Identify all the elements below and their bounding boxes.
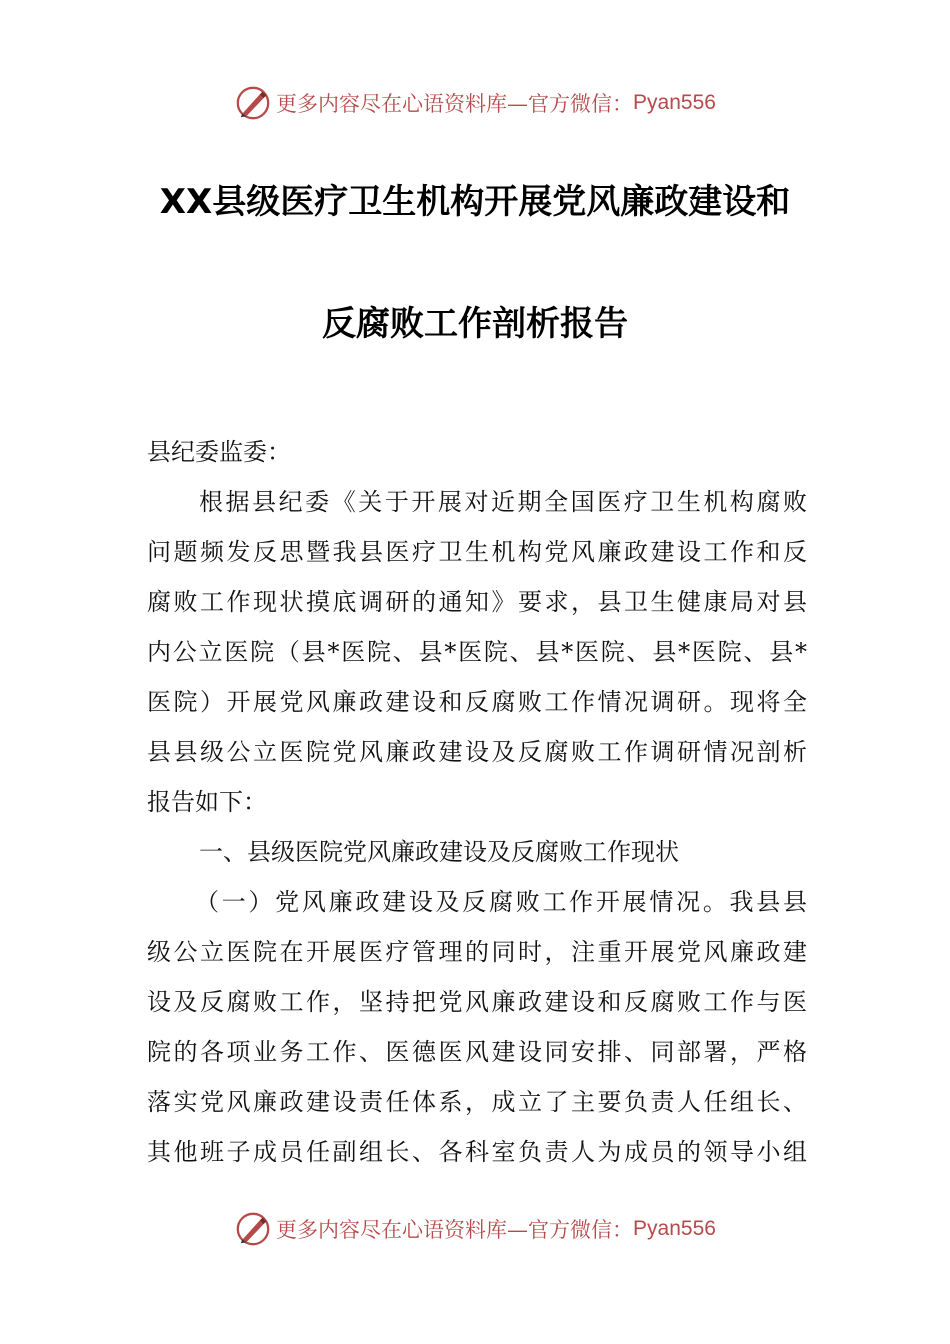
section-heading-1 bbox=[147, 827, 807, 877]
watermark-text: 更多内容尽在心语资料库—官方微信： bbox=[276, 92, 634, 116]
paragraph-line: 级公立医院在开展医疗管理的同时，注重开展党风廉政建 bbox=[147, 938, 807, 966]
paragraph-line: 设及反腐败工作，坚持把党风廉政建设和反腐败工作与医 bbox=[147, 988, 807, 1016]
paragraph-line: 腐败工作现状摸底调研的通知》要求，县卫生健康局对县 bbox=[147, 588, 807, 616]
paragraph-line: 医院）开展党风廉政建设和反腐败工作情况调研。现将全 bbox=[147, 688, 807, 716]
watermark-banner-top bbox=[0, 83, 950, 123]
watermark-banner-bottom bbox=[0, 1209, 950, 1249]
paragraph-line: 内公立医院（县*医院、县*医院、县*医院、县*医院、县* bbox=[147, 638, 807, 666]
paragraph-line: （一）党风廉政建设及反腐败工作开展情况。我县县 bbox=[195, 888, 807, 916]
document-title-line-1: XX县级医疗卫生机构开展党风廉政建设和 bbox=[159, 182, 791, 222]
paragraph-line: 落实党风廉政建设责任体系，成立了主要负责人任组长、 bbox=[147, 1088, 807, 1116]
paragraph-1 bbox=[147, 477, 807, 827]
paragraph-line: 其他班子成员任副组长、各科室负责人为成员的领导小组 bbox=[147, 1138, 807, 1166]
watermark-wechat-id: Pyan556 bbox=[633, 91, 716, 114]
watermark-text: 更多内容尽在心语资料库—官方微信： bbox=[276, 1218, 634, 1242]
paragraph-line: 县县级公立医院党风廉政建设及反腐败工作调研情况剖析 bbox=[147, 738, 807, 766]
salutation: 县纪委监委： bbox=[147, 438, 291, 466]
pen-circle-logo-icon bbox=[234, 84, 272, 122]
paragraph-line: 问题频发反思暨我县医疗卫生机构党风廉政建设工作和反 bbox=[147, 538, 807, 566]
paragraph-2 bbox=[147, 877, 807, 1177]
paragraph-line: 根据县纪委《关于开展对近期全国医疗卫生机构腐败 bbox=[199, 488, 807, 516]
section-heading-text: 一、县级医院党风廉政建设及反腐败工作现状 bbox=[199, 838, 679, 866]
watermark-wechat-id: Pyan556 bbox=[633, 1217, 716, 1240]
document-title-line-2: 反腐败工作剖析报告 bbox=[322, 304, 628, 344]
paragraph-line: 报告如下： bbox=[147, 788, 267, 816]
pen-circle-logo-icon bbox=[234, 1210, 272, 1248]
paragraph-line: 院的各项业务工作、医德医风建设同安排、同部署，严格 bbox=[147, 1038, 807, 1066]
